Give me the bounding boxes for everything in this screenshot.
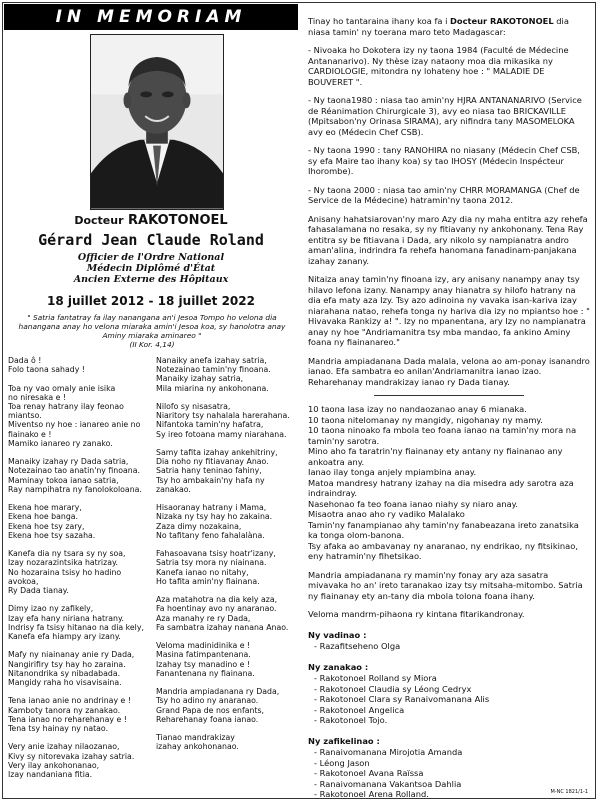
poem-stanza <box>8 650 154 687</box>
poem-line: Toa ny vao omaly anie isika <box>8 383 116 393</box>
poem-line: Ekena hoe tsy sazaha. <box>8 530 96 540</box>
family-member: - Ranaivomanana Vakantsoa Dahlia <box>314 778 462 789</box>
poem-stanza <box>156 503 298 540</box>
poem-line: Manaiky izahay satria, <box>156 374 244 384</box>
poem-line: Nitanondrika sy nibadabada. <box>8 668 121 678</box>
poem-line: Tena tsy hainay ny natao. <box>8 724 109 734</box>
poem-line: fiainako e ! <box>8 429 52 439</box>
poem-line: Veloma madinidinika e ! <box>156 641 251 651</box>
poem-line: Hisaoranay hatrany i Mama, <box>156 503 267 513</box>
bible-quote <box>10 313 294 349</box>
poem-line: Nifantoka tamin'ny hafatra, <box>156 420 264 430</box>
career-item: - Ny taona1980 : niasa tao amin'ny HJRA ANTANANARIVO (Service de Réanimation Chirurgicale 3), avy eo niasa tao BRICKAVILLE (Mpitsabon'ny Orinasa SIRAMA), ary nifindra tany MASOMELOKA avy eo (Médecin Chef CSB). <box>308 95 582 137</box>
tribute-line: Mino aho fa taratrin'ny fiainanay ety antany ny fiainanao any ankoatra any. <box>308 446 563 467</box>
family-member: - Razafitseheno Olga <box>314 641 401 651</box>
portrait-image <box>91 35 223 209</box>
poem-stanza <box>156 595 298 632</box>
poem-line: Ray nampihatra ny fanolokoloana. <box>8 484 142 494</box>
poem-line: Mafy ny niainanay anie ry Dada, <box>8 650 135 660</box>
memorial-dates: 18 juillet 2012 - 18 juillet 2022 <box>47 294 255 308</box>
reference-code: M-NC 1821/1-1 <box>550 789 588 795</box>
poem-line: Satria hany teninao fahiny, <box>156 466 262 476</box>
poem-line: Very ilay ankohonanao, <box>8 760 100 770</box>
poem-line: Dia noho ny fitiavanay Anao. <box>156 457 269 467</box>
family-member: - Ranaivomanana Mirojotia Amanda <box>314 747 463 757</box>
poem-stanza <box>8 503 154 540</box>
poem-line: Miventso ny hoe : ianareo anie no <box>8 420 141 430</box>
tribute-line: Tsy afaka ao ambavanay ny anaranao, ny endrikao, ny fitsikinao, eny hatramin'ny fihetsikao. <box>308 540 578 561</box>
honor-line: Ancien Externe des Hôpitaux <box>73 274 229 285</box>
poem-line: Fa sambatra izahay nanana Anao. <box>156 622 289 632</box>
family-group-title: Ny zanakao : <box>308 661 369 672</box>
poem-stanza <box>156 733 298 751</box>
poem-line: Reharehanay foana ianao. <box>156 714 259 724</box>
quote-reference: (II Kor. 4,14) <box>129 340 175 349</box>
poem-line: Tena ianao no reharehanay e ! <box>8 714 127 724</box>
poem-line: Maminay tokoa ianao satria, <box>8 475 119 485</box>
poem-line: Mangidy raha ho visavisaina. <box>8 678 122 688</box>
poem-line: No tafitany feno fahalalàna. <box>156 530 265 540</box>
poem-line: No hozaraina tsisy ho hadino avokoa, <box>8 567 122 586</box>
poem-line: Mila miarina ny ankohonana. <box>156 383 269 393</box>
doctor-surname <box>4 213 298 228</box>
intro-name: Docteur RAKOTONOEL <box>450 16 554 26</box>
poem-line: Toa renay hatrany ilay feonao <box>8 402 124 411</box>
left-column <box>4 4 298 796</box>
poem-line: Izay nozarazintsika hatrizay. <box>8 558 118 568</box>
poem-line: Ry Dada tianay. <box>8 586 69 596</box>
honor-line: Médecin Diplômé d'État <box>86 263 216 274</box>
poem-stanza <box>156 641 298 678</box>
right-column <box>308 16 590 799</box>
poem-line: no niresaka e ! <box>8 392 67 402</box>
poem-line: Very anie izahay nilaozanao, <box>8 742 120 752</box>
poem-stanza <box>8 696 154 733</box>
family-member: - Rakotonoel Angelica <box>314 704 405 715</box>
poem-right-column <box>156 356 298 761</box>
poem-line: Mandria ampiadanana ry Dada, <box>156 687 280 697</box>
tribute-line: Tamin'ny fanampianao ahy tamin'ny fanabeazana ireto zanatsika ka tonga olom-banona. <box>308 519 579 540</box>
poem-stanza <box>156 549 298 586</box>
closing-line: Veloma mandrm-pihaona ry kintana fitarikandronay. <box>308 609 525 619</box>
poem-line: Grand Papa de nos enfants, <box>156 705 265 715</box>
career-item: - Ny taona 1990 : tany RANOHIRA no niasany (Médecin Chef CSB, sy efa Maire tao ihany koa) sy tao IHOSY (Médecin Inspécteur Ihorombe). <box>308 145 580 176</box>
poem-stanza <box>156 402 298 439</box>
poem-stanza <box>8 356 154 374</box>
poem-line: Kanefa dia ny tsara sy ny soa, <box>8 549 126 559</box>
poem-line: Izahay tsy manadino e ! <box>156 659 250 669</box>
poem-line: Kamboty tanora ny zanakao. <box>8 705 121 715</box>
family-list <box>308 630 590 800</box>
poem-line: izahay ankohonanao. <box>156 742 239 752</box>
poem-line: Nilofo sy nisasatra, <box>156 402 231 411</box>
family-member: - Léong Jason <box>314 757 370 768</box>
poem-stanza <box>8 384 154 448</box>
prayer-paragraph: Mandria ampiadanana ry mamin'ny fonay ary aza sasatra mivavaka ho an' ireto taranakao izay tsy mitsaha-mitombo. Satria ny fiainanay ety an-tany dia mbola tolona foana ihany. <box>308 569 583 601</box>
poem-line: Tianao mandrakizay <box>156 733 235 743</box>
poem-line: Mamiko ianareo ry zanako. <box>8 438 113 448</box>
poem-stanza <box>156 687 298 724</box>
poem-line: Kanefa efa hiampy ary izany. <box>8 632 121 642</box>
title-prefix: Docteur <box>74 214 124 227</box>
section-divider <box>374 395 524 396</box>
poem-stanza <box>8 549 154 595</box>
poem-line: Masina fatimpantenana. <box>156 650 251 660</box>
poem-line: Niaritory tsy nahalala harerahana. <box>156 411 290 421</box>
tribute-line: 10 taona lasa izay no nandaozanao anay 6 mianaka. <box>308 404 527 414</box>
poem-line: Fa hoentinay avo ny anaranao. <box>156 604 277 614</box>
remembrance-paragraph: Anisany hahatsiarovan'ny maro Azy dia ny maha entitra azy rehefa fahasalamana no resaka, sy ny fitiavany ny ankohonany. Tena Ray entitra sy be fitiavana i Dada, ary nikolo sy nampianatra andro aman'alina, indrindra fa rehefa hanomana fanadinam-panjakana izahay zanany. <box>308 213 588 266</box>
poem-line: Fanantenana ny fiainana. <box>156 668 255 678</box>
poem-stanza <box>156 448 298 494</box>
poem-line: Nanaiky anefa izahay satria, <box>156 356 267 365</box>
intro-text: dia niasa tamin' ny toerana maro teto Madagascar: <box>308 16 569 37</box>
quote-text: " Satria fantatray fa ilay nanangana an'i Jesoa Tompo ho velona dia hanangana anay ho velona miaraka amin'i Jesoa koa, sy hanolotra anay Aminy miaraka aminareo " <box>18 313 286 340</box>
poem-line: Ekena hoe marary, <box>8 503 82 513</box>
poem-line: Nangirifiry tsy hay ho zaraina. <box>8 659 126 669</box>
poem-line: Dimy izao ny zafikely, <box>8 604 94 614</box>
poem-line: Izay nandaniana fitia. <box>8 770 93 780</box>
poem-line: Izay efa hany niriana hatrany. <box>8 613 124 623</box>
poem-line: Tena ianao anie no andrinay e ! <box>8 696 131 706</box>
tribute-line: Misaotra anao aho ry vadiko Malalako <box>308 509 465 519</box>
poem-line: Tsy ho adino ny anaranao. <box>156 696 259 706</box>
intro-paragraph <box>308 16 590 37</box>
poem-line: Zaza dimy nozakaina, <box>156 521 242 531</box>
poem-line: Indrisy fa tsisy hitanao na dia kely, <box>8 622 144 632</box>
poem-stanza <box>8 742 154 779</box>
family-group-title: Ny vadinao : <box>308 629 367 640</box>
poem-line: Notezainao tao anatin'ny finoana. <box>8 466 140 476</box>
family-group-members <box>314 747 590 800</box>
tribute-line: 10 taona nitelomanay ny mangidy, nigohanay ny mamy. <box>308 414 543 425</box>
family-group-members <box>314 673 590 726</box>
poem-line: Kanefa ianao no nitahy, <box>156 567 249 577</box>
tribute-line: Matoa mandresy hatrany izahay na dia misedra ady sarotra aza indraindray. <box>308 477 574 498</box>
family-member: - Rakotonoel Avana Raïssa <box>314 768 424 778</box>
poem-line: Sy ireo fotoana mamy niarahana. <box>156 429 287 439</box>
poem-line: Manaiky izahay ry Dada satria, <box>8 457 129 467</box>
poem-line: miantso. <box>8 411 42 421</box>
poem-line: Dada ô ! <box>8 356 42 365</box>
poem-line: Fahasoavana tsisy hoatr'izany, <box>156 549 276 559</box>
family-group-members <box>314 641 590 652</box>
poem-line: Aza matahotra na dia kely aza, <box>156 595 278 605</box>
honors-block <box>4 252 298 285</box>
poem-line: Ekena hoe tsy zary, <box>8 521 85 531</box>
poem-line: Kivy sy nitorevaka izahay satria. <box>8 751 135 761</box>
surname: RAKOTONOEL <box>128 213 228 228</box>
poem-stanza <box>156 356 298 393</box>
career-item: - Nivoaka ho Dokotera izy ny taona 1984 (Faculté de Médecine Antananarivo). Ny thèse izay nataony moa dia mikasika ny CARDIOLOGIE, mitondra ny lohateny hoe : " MALADIE DE BOUVERET ". <box>308 45 569 87</box>
intro-text: Tinay ho tantaraina ihany koa fa i <box>308 16 451 26</box>
family-group-title: Ny zafikelinao : <box>308 735 380 746</box>
poem-line: Notezainao tamin'ny finoana. <box>156 365 271 375</box>
tribute-line: 10 taona ninoako fa mbola teo foana ianao na tamin'ny mora na tamin'ny sarotra. <box>308 425 577 446</box>
wife-tribute-paragraph <box>308 404 590 562</box>
family-member: - Rakotonoel Tojo. <box>314 715 388 725</box>
faith-paragraph: Nitaiza anay tamin'ny finoana izy, ary anisany nanampy anay tsy hilavo lefona izany. Nanampy anay hianatra sy hilofo hatrany na dia efa maty aza Izy. Tsy azo adinoina ny vavaka isan-kariva izay niarahana natao, rehefa tonga ny hariva dia izy no mpiantso hoe : " Hivavaka Rankizy a! ". Izy no mpanentana, ary Izy no nampianatra anay ny hoe "Andriamanitra tsy mba mandao, fa ankino Aminy foana ny fiainanareo." <box>308 274 590 347</box>
poem-left-column <box>8 356 154 788</box>
family-member: - Rakotonoel Clara sy Ranaivomanana Alis <box>314 694 490 704</box>
family-member: - Rakotonoel Claudia sy Léong Cedryx <box>314 683 472 694</box>
memoriam-banner: IN MEMORIAM <box>4 4 298 30</box>
poem-line: Aza manahy re ry Dada, <box>156 613 251 623</box>
family-member: - Rakotonoel Arena Rolland. <box>314 789 429 799</box>
poem-line: Ekena hoe banga. <box>8 512 79 522</box>
poem-line: Nizaka ny tsy hay ho zakaina. <box>156 512 273 522</box>
honor-line: Officier de l'Ordre National <box>77 252 225 263</box>
tribute-line: Ianao ilay tonga anjely mpiambina anay. <box>308 467 477 477</box>
poem-line: Satria tsy mora ny niainana. <box>156 558 267 568</box>
poem-stanza <box>8 457 154 494</box>
poem-stanza <box>8 604 154 641</box>
poem-line: Ho tafita amin'ny fiainana. <box>156 576 260 586</box>
given-names: Gérard Jean Claude Roland <box>38 231 264 249</box>
portrait-photo <box>90 34 224 210</box>
tribute-line: Nasehonao fa teo foana ianao niahy sy niaro anay. <box>308 498 519 509</box>
farewell-paragraph: Mandria ampiadanana Dada malala, velona ao am-ponay isanandro ianao. Efa sambatra eo anilan'Andriamanitra ianao izao. Reharehanay mandrakizay ianao ry Dada tianay. <box>308 355 590 387</box>
poem-line: Samy tafita izahay ankehitriny, <box>156 448 278 457</box>
poem-line: Tsy ho ambakain'ny hafa ny zanakao. <box>156 475 265 494</box>
poem-line: Folo taona sahady ! <box>8 365 85 375</box>
family-member: - Rakotonoel Rolland sy Miora <box>314 673 437 683</box>
career-item: - Ny taona 2000 : niasa tao amin'ny CHRR MORAMANGA (Chef de Service de la Médecine) hatramin'ny taona 2012. <box>308 184 580 205</box>
